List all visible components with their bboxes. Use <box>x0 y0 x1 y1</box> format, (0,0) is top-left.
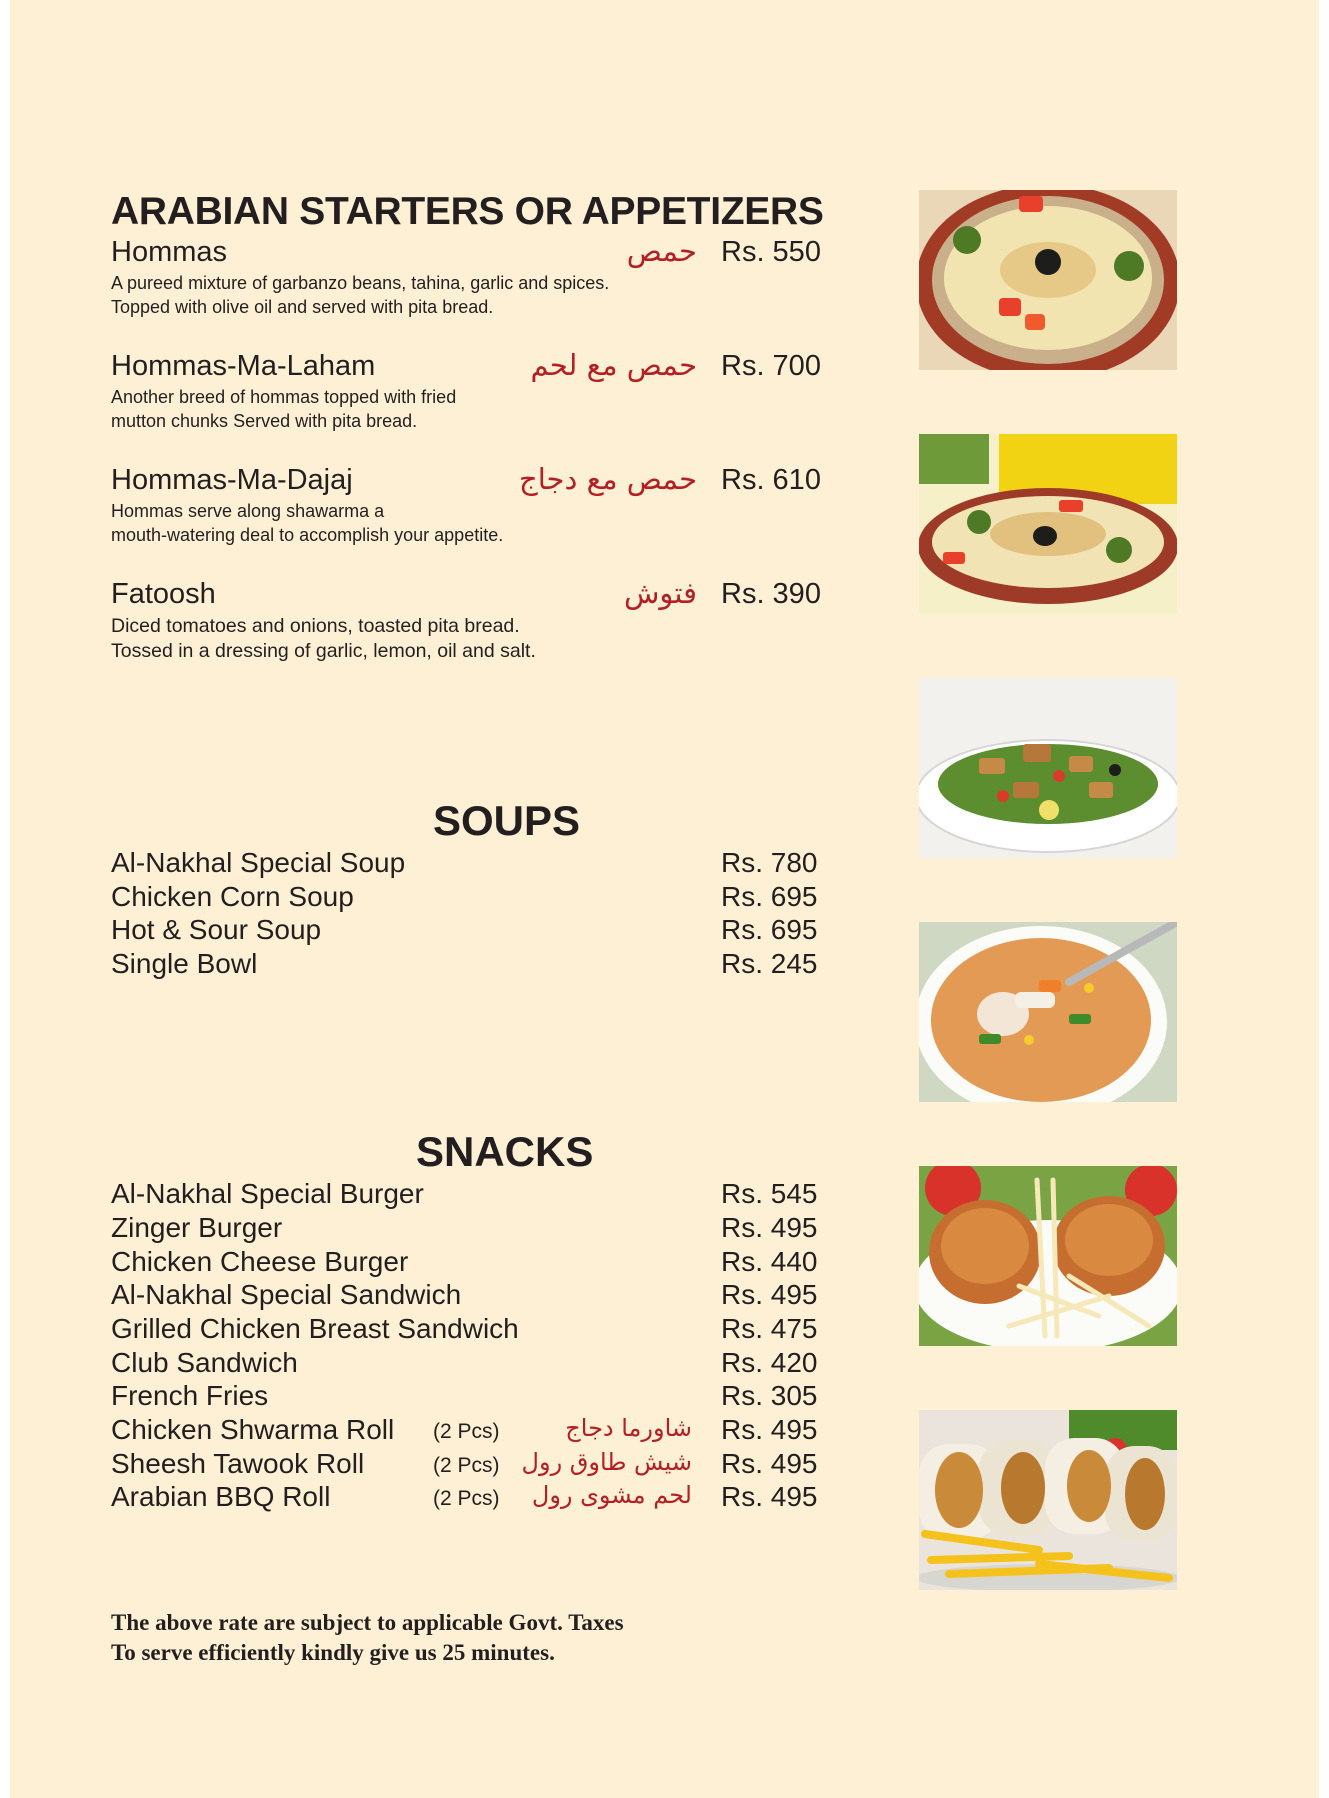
item-description-line2: Tossed in a dressing of garlic, lemon, oil and salt. <box>111 640 536 662</box>
tax-note-line2: To serve efficiently kindly give us 25 minutes. <box>111 1640 555 1665</box>
soup-row <box>111 914 831 948</box>
item-price: Rs. 550 <box>721 236 821 268</box>
item-price: Rs. 545 <box>721 1178 818 1209</box>
snack-row <box>111 1212 831 1246</box>
tax-note <box>111 1608 624 1668</box>
item-description-line1: A pureed mixture of garbanzo beans, tahina, garlic and spices. <box>111 273 610 293</box>
item-price: Rs. 695 <box>721 881 818 912</box>
snack-row <box>111 1347 831 1381</box>
item-price: Rs. 245 <box>721 948 818 979</box>
item-price: Rs. 475 <box>721 1313 818 1344</box>
item-price: Rs. 495 <box>721 1279 818 1310</box>
item-name: Zinger Burger <box>111 1212 283 1243</box>
item-arabic-name: حمص مع لحم <box>530 348 697 382</box>
item-price: Rs. 610 <box>721 464 821 496</box>
item-description-line2: mutton chunks Served with pita bread. <box>111 411 418 431</box>
item-name: Hommas <box>111 236 228 268</box>
item-description-line2: mouth-watering deal to accomplish your appetite. <box>111 525 504 545</box>
item-name: Grilled Chicken Breast Sandwich <box>111 1313 519 1344</box>
soup-row <box>111 847 831 881</box>
item-name: Chicken Cheese Burger <box>111 1246 409 1277</box>
snack-row <box>111 1448 831 1482</box>
item-description-line1: Another breed of hommas topped with fried <box>111 387 457 407</box>
item-pieces: (2 Pcs) <box>433 1420 500 1443</box>
item-price: Rs. 390 <box>721 578 821 610</box>
item-name: Club Sandwich <box>111 1347 298 1378</box>
item-pieces: (2 Pcs) <box>433 1454 500 1477</box>
tax-note-line1: The above rate are subject to applicable Govt. Taxes <box>111 1610 624 1635</box>
item-description-line2: Topped with olive oil and served with pita bread. <box>111 297 494 317</box>
shawarma-roll-photo <box>919 1410 1177 1590</box>
item-name: Hommas-Ma-Laham <box>111 350 376 382</box>
item-name: Hot & Sour Soup <box>111 914 322 945</box>
snack-row <box>111 1246 831 1280</box>
starters-heading: ARABIAN STARTERS OR APPETIZERS <box>111 190 824 233</box>
item-name: French Fries <box>111 1380 269 1411</box>
item-name: Chicken Shwarma Roll <box>111 1414 395 1445</box>
item-price: Rs. 420 <box>721 1347 818 1378</box>
soup-row <box>111 881 831 915</box>
item-arabic-name: شيش طاوق رول <box>521 1448 692 1476</box>
item-description-line1: Hommas serve along shawarma a <box>111 501 385 521</box>
snack-row <box>111 1481 831 1515</box>
item-name: Hommas-Ma-Dajaj <box>111 464 353 496</box>
item-arabic-name: حمص مع دجاج <box>518 462 697 496</box>
snack-row <box>111 1178 831 1212</box>
item-name: Arabian BBQ Roll <box>111 1481 331 1512</box>
item-price: Rs. 780 <box>721 847 818 878</box>
soups-heading: SOUPS <box>433 797 581 844</box>
fatoosh-photo <box>919 678 1177 858</box>
item-name: Sheesh Tawook Roll <box>111 1448 365 1479</box>
hommas-photo <box>919 190 1177 370</box>
item-arabic-name: شاورما دجاج <box>565 1414 692 1442</box>
item-price: Rs. 305 <box>721 1380 818 1411</box>
item-name: Al-Nakhal Special Soup <box>111 847 406 878</box>
item-pieces: (2 Pcs) <box>433 1487 500 1510</box>
burger-photo <box>919 1166 1177 1346</box>
item-name: Fatoosh <box>111 578 216 610</box>
item-name: Al-Nakhal Special Sandwich <box>111 1279 462 1310</box>
item-arabic-name: حمص <box>626 234 697 268</box>
item-name: Single Bowl <box>111 948 258 979</box>
snack-row <box>111 1313 831 1347</box>
item-price: Rs. 495 <box>721 1212 818 1243</box>
hommas-dajaj-photo <box>919 434 1177 614</box>
soup-row <box>111 948 831 982</box>
item-arabic-name: فتوش <box>624 576 697 610</box>
item-name: Chicken Corn Soup <box>111 881 354 912</box>
item-name: Al-Nakhal Special Burger <box>111 1178 424 1209</box>
snack-row <box>111 1279 831 1313</box>
item-price: Rs. 440 <box>721 1246 818 1277</box>
item-price: Rs. 495 <box>721 1481 818 1512</box>
item-arabic-name: لحم مشوى رول <box>531 1481 692 1509</box>
item-description-line1: Diced tomatoes and onions, toasted pita bread. <box>111 615 520 637</box>
soup-photo <box>919 922 1177 1102</box>
snack-row <box>111 1414 831 1448</box>
snacks-heading: SNACKS <box>416 1128 594 1175</box>
item-price: Rs. 700 <box>721 350 821 382</box>
item-price: Rs. 495 <box>721 1414 818 1445</box>
snack-row <box>111 1380 831 1414</box>
item-price: Rs. 695 <box>721 914 818 945</box>
item-price: Rs. 495 <box>721 1448 818 1479</box>
